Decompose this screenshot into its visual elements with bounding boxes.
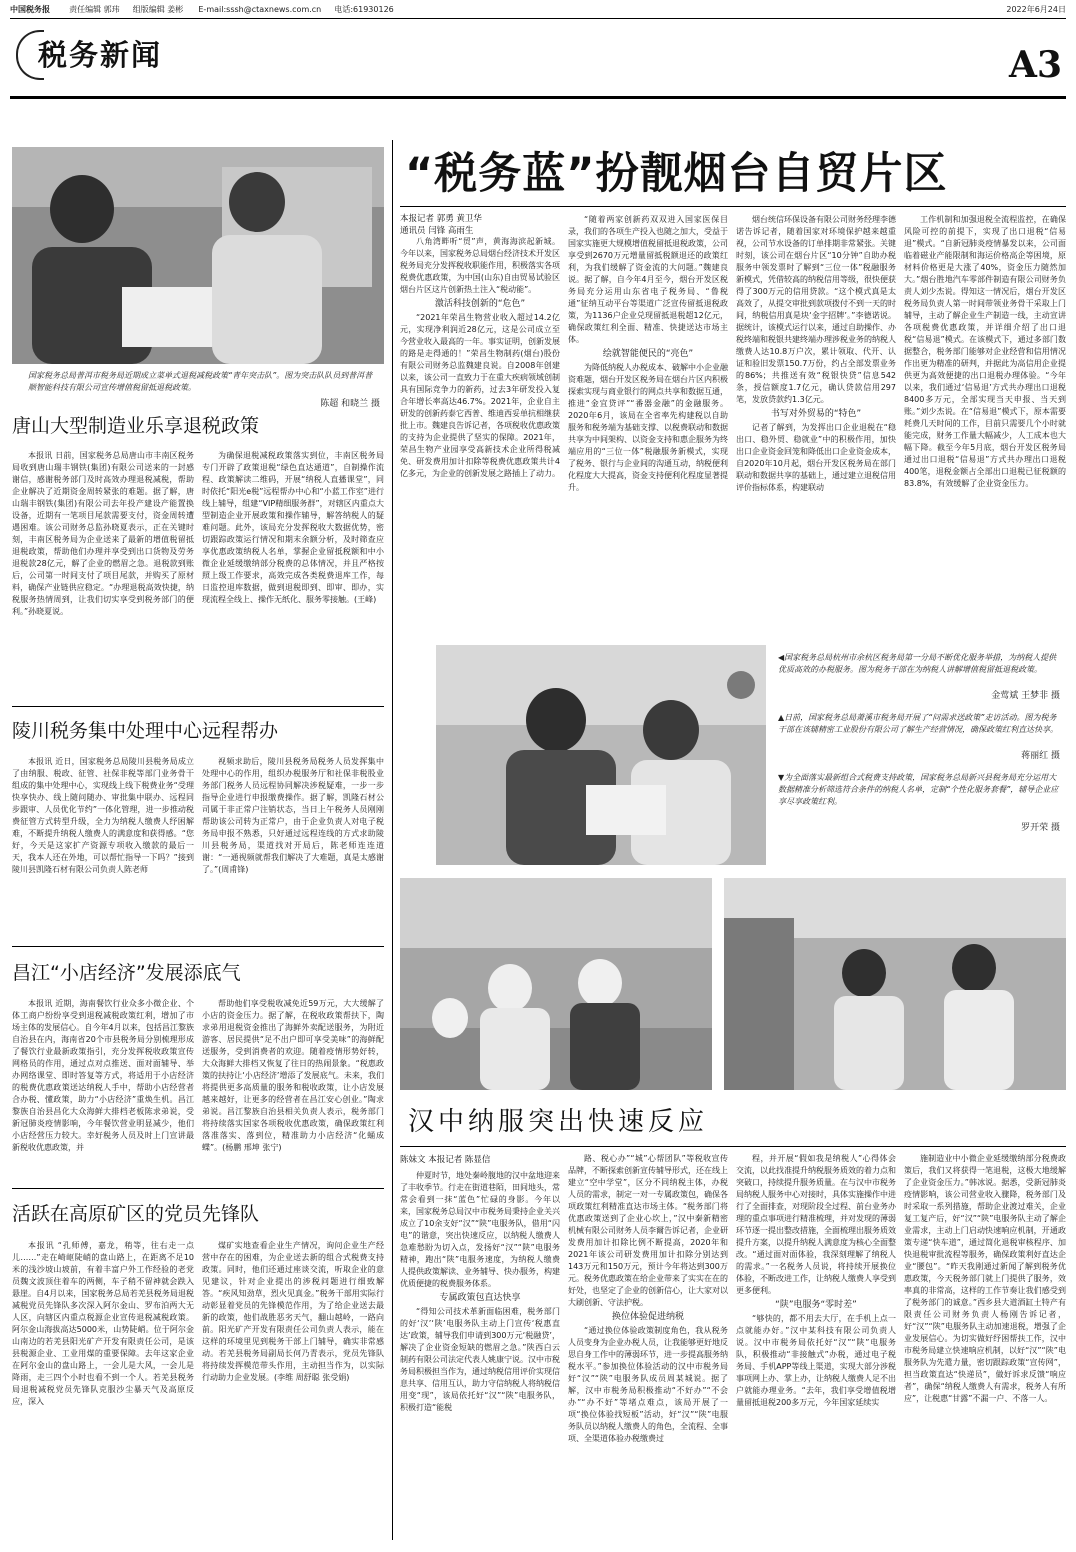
subheading: “陕”电服务“零时差” xyxy=(775,1300,857,1310)
divider xyxy=(12,1188,384,1189)
article-body xyxy=(202,1240,384,1540)
photo-caption-3: ▼为全面落实最新组合式税费支持政策，国家税务总局新兴县税务局充分运用大数据精准分析筛选符合条件的纳税人名单，定制“个性化服务套餐”，辅导企业应享尽享政策红利。 xyxy=(778,773,1059,806)
paragraph: “得知公司技术革新面临困难，税务部门的好‘汉’‘陕’电服务队主动上门宣传‘税惠直达’政策，辅导我们申请到300万元‘税融贷’，解决了企业资金短缺的燃眉之急。”陕西白云制药有限公司法定代表人姚康宁说。汉中市税务局积极担当作为，通过纳税信用评价实现信息共享、信用互认，助力守信纳税人将纳税信用变“现”，该局依托好“汉”“陕”电服务队，积极打造“能税 xyxy=(400,1307,560,1412)
article-body xyxy=(202,756,384,934)
photo-credit-3: 罗开荣 摄 xyxy=(1021,823,1060,833)
article-body xyxy=(12,998,194,1176)
editor: 责任编辑 郭玮 xyxy=(69,5,120,14)
paragraph: 仲夏时节，地处秦岭腹地的汉中盆地迎来了丰收季节。行走在街道巷陌，田间地头，常常会看到一抹“蓝色”忙碌的身影。今年以来，国家税务总局汉中市税务局秉持企业关兴成立了10余支好“汉”“陕”电服务队，借用“闪电”的谐意，突出快速反应，以纳税人缴费人急难愁盼为切入点，发扬好“汉”“陕”电服务精神，跑出“陕”电服务速度，为纳税人缴费人提供政策解读、业务辅导、快办服务，构建优质便捷的税费服务体系。 xyxy=(400,1171,560,1288)
divider xyxy=(12,946,384,947)
top-photo xyxy=(12,147,384,364)
top-photo-credit: 陈超 和晓兰 摄 xyxy=(320,399,380,409)
article-body xyxy=(400,236,560,638)
paragraph: 本报讯 “孔师傅，嘉龙，稍等，往右走一点儿……”走在崎岖陡峭的盘山路上，在距离不足10米的浅沙坡山坡前，有着丰富户外工作经验的老党员魏文波顶住着车的两侧，车子稍不留神就会跌入悬崖。自4月以来，国家税务总局若羌县税务局退税减税党员先锋队多次深入阿尔金山、罗布泊两大无人区，向辖区内重点税源企业宣传退税减税政策。阿尔金山海拔高达5000米，山势陡峭。位于阿尔金山南边的若羌县阳光矿产开发有限责任公司，是该县税源企业、工业用煤的重要保障。去年这家企业在阿尔金山的盘山路上，一会儿是大风，一会儿是降雨，走三四个小时也看不到一个人。若羌县税务局退税减税党员先锋队克服沙尘暴天气及高原反应，深入 xyxy=(12,1241,194,1406)
article-body xyxy=(12,1240,194,1540)
phone: 电话:61930126 xyxy=(334,5,394,14)
section-title: 税务新闻 xyxy=(38,38,163,72)
photo-shop xyxy=(724,878,1066,1090)
paragraph: “2021年荣昌生物营业收入超过14.2亿元，实现净利润近28亿元，这是公司成立至今营业收入最高的一年。事实证明，创新发展的路是走得通的！”荣昌生物制药(烟台)股份有限公司财务总监魏建良说。自2008年创建以来，该公司一直致力于在重大疾病领域创制具有国际竞争力的新药，过去3年研发投入复合年增长率高达46.7%。2021年，企业自主研发的创新药泰它西普、维迪西妥单抗相继获批上市。魏建良告诉记者，各项税收优惠政策的支持为企业提供了坚实的保障。2021年，荣昌生物产业园享受高新技术企业所得税减免、研发费用加计扣除等税费优惠政策共计4亿多元，为企业的创新发展之路插上了动力。 xyxy=(400,313,560,478)
paragraph: 工作机制和加强退税全流程监控，在确保风险可控的前提下，实现了出口退税“信易退”模式。“自新冠肺炎疫情暴发以来，公司面临着磁业产能限制和海运价格高企等困境，原材料价格更是大涨了40%，资金压力随然加大。”烟台胜地汽车零部件制造有限公司财务负责人刘少杰说。得知这一情况后，烟台开发区税务局负责人第一时间带领业务骨干采取上门辅导，主动了解企业生产制造一线，主动宣讲各项税费优惠政策，并详细介绍了出口退税“信易退”模式。在该模式下，通过多部门数据整合，税务部门能够对企业经营和信用情况作出更为精准的研判，并据此为高信用企业提供更为高效便捷的出口退税办理体验。“今年以来，我们通过‘信易退’方式共办理出口退税8400多万元，全部实现当天申报、当天到账。”刘少杰说。在“信易退”模式下，原本需要耗费几天时间的工作，目前只需要几个小时就能完成，财务工作量大幅减少，人工成本也大幅下降。截至今年5月底，烟台开发区税务局通过出口退税“信易退”方式共办理出口退税400笔，退税金额占全部出口退税已征税额的83.8%，有效缓解了企业资金压力。 xyxy=(904,215,1066,488)
paragraph: 本报讯 日前，国家税务总局唐山市丰南区税务局收到唐山瑞丰钢铁(集团)有限公司送来的一封感谢信，感谢税务部门及时高效办理退税减税，帮助企业解决了近期资金周转紧张的难题。据了解，唐山瑞丰钢铁(集团)有限公司去年投产建设产能置换设备，近期有一笔项目尾款需要支付，资金周转遭遇困难。该公司财务总监孙晓夏表示，正在关键时刻，丰南区税务局为企业送来了最新的增值税留抵退税政策，帮助他们办理并享受到出口货物及劳务退税款28亿元，解了企业的燃眉之急。退税款到账后，公司第一时间支付了项目尾款，并购买了原材料，确保产业链供应稳定。“办理退税高效快捷，纳税服务热情周到，让我们切实享受到税务部门的便利。”孙晓夏说。 xyxy=(12,451,194,616)
photo-caption-1: ◀国家税务总局杭州市余杭区税务局第一分局不断优化服务举措，为纳税人提供优质高效的办税服务。图为税务干部在为纳税人讲解增值税留抵退税政策。 xyxy=(778,653,1057,674)
photo-factory xyxy=(400,878,712,1090)
photo-credit-1: 金莺斌 王梦非 摄 xyxy=(991,691,1060,701)
header-rule xyxy=(10,96,1066,99)
paragraph: “够快的，都不用去大厅，在手机上点一点就能办好。”汉中某科技有限公司负责人说。汉中市税务局依托好“汉”“陕”电服务队，积极推动“非接触式”办税，通过电子税务局、手机APP等线上渠道，实现大部分涉税事项网上办、掌上办，让纳税人缴费人足不出户就能办理业务。“去年，我们享受增值税增量留抵退税200多万元，今年国家延续实 xyxy=(736,1314,896,1407)
divider xyxy=(400,1146,1066,1147)
paragraph: 施制造业中小微企业延缓缴纳部分税费政策后，我们又将获得一笔退税，这极大地缓解了企业资金压力。”韩冰说。据悉，受新冠肺炎疫情影响，该公司营业收入骤降，税务部门及时采取一系列措施，帮助企业渡过难关，企业复工复产后，好“汉”“陕”电服务队主动了解企业需求，主动上门启动快速响应机制，开通政策专递“快车道”，通过简化退税审核程序、加快退税审批流程等服务，确保政策利好直达企业“腰包”。“昨天我刚通过新闻了解到税务优惠政策，今天税务部门就上门提供了服务，效率真的非常高，这样的工作节奏让我们感受到了税务部门的诚意。”西乡县大道酒缸土特产有限责任公司财务负责人杨刚告诉记者，好“汉”“陕”电服务队主动加速退税，增强了企业发展信心。为切实做好纾困帮扶工作，汉中市税务局建立快速响应机制，以好“汉”“陕”电服务队为先遣力量，密切跟踪政策“宣传网”，担当政策直达“快递员”，做好诉求反馈“响应者”，确保“纳税人缴费人有需求，税务人有所应”，让税惠“甘露”不漏一户、不落一人。 xyxy=(904,1154,1066,1403)
article-body xyxy=(904,1153,1066,1542)
article-body xyxy=(568,214,728,638)
paragraph: 本报讯 近期，海南餐饮行业众多小微企业、个体工商户纷纷享受到退税减税政策红利，增加了市场主体的发展信心。自今年4月以来，包括昌江黎族自治县在内，海南省20个市县税务局分别梳理形成了餐饮行业最新政策指引，充分发挥税收政策宣传网格员的作用，通过点对点推送、面对面辅导、举办网络课堂、即时答复等方式，将适用于小店经济的税费优惠政策送达纳税人手中，帮助小店经营者合办税、懂政策，助力“小店经济”重焕生机。昌江黎族自治县昌化大众海鲜大排档老板陈求弟说，受新冠肺炎疫情影响，今年餐饮营业明显减少，他们小店经营压力较大。幸好税务人员及时上门宣讲最新税收优惠政策，并 xyxy=(12,999,194,1152)
paragraph: 视频求助后，陵川县税务局税务人员发挥集中处理中心的作用，组织办税服务厅和社保非税股业务部门税务人员远程协同解决涉税疑难，一步一步指导企业进行申报缴费操作。据了解，凯隆石材公司属于非正常户注销状态，当日上午税务人员刚刚帮助该公司转为正常户，由于企业负责人对电子税务局申报不熟悉，只好通过远程连线的方式求助陵川县税务局，渠道找对开局后，陈老师连连道谢：“一通视频就帮我们解决了大难题，真是太感谢了。”(周甫锋) xyxy=(202,757,384,874)
paragraph: 记者了解到，为发挥出口企业退税在“稳出口、稳外贸、稳就业”中的积极作用，加快出口企业资金回笼和降低出口企业资金成本，自2020年10月起，烟台开发区税务局在部门联动和数据共享的基础上，通过建立退税信用评价指标体系，构建联动 xyxy=(736,423,896,492)
byline-hanzhong: 陈妹文 本报记者 陈显信 xyxy=(400,1155,491,1165)
paragraph: 为降低纳税人办税成本、破解中小企业融资难题，烟台开发区税务局在烟台片区内积极探索实现与商业银行的网点共享和数据互通，推进“金宜贷评”“番器金融”的金融服务。2020年6月，该局在全省率先构建税以自助服务和税务端为基础支撑、以税费联动和数据共享为中间架构、以资金支持和惠企服务为终端应用的“三位一体”税融服务新模式，实现了税务、银行与企业间的沟通互动，纳税便利化程度大大提高，资金支持便利化程度显著提升。 xyxy=(568,363,728,492)
divider xyxy=(12,706,384,707)
article-body xyxy=(568,1153,728,1542)
layout-editor: 组版编辑 姜彬 xyxy=(132,5,184,14)
paragraph: 程，并开展“假如我是纳税人”心得体会交流，以此找准提升纳税服务质效的着力点和突破口，持续提升服务质量。在与汉中市税务局纳税人服务中心对接时，具体实施操作中进行了全面排查，对现阶段全过程、前台业务办理的重点事项进行精准梳理，并对发现的薄弱环节逐一提出整改措施，全面梳理出服务质效提升方案，以提升纳税人满意度为核心全面整改。“通过面对面体验，我深刻理解了纳税人的需求。”一名税务人员说，将持续开展换位体验，不断改进工作，让纳税人缴费人享受到更多便利。 xyxy=(736,1154,896,1295)
paragraph: 为确保退税减税政策落实到位，丰南区税务局专门开辟了政策退税“绿色直达通道”，自制操作流程、政策解读二维码，开展“纳税人直播课堂”，同时依托“阳光e税”远程帮办中心和“小蓝工作室”进行线上辅导，组建“VIP精细服务群”，对辖区内重点大型制造企业开展政策和操作辅导，解答纳税人的疑难问题。此外，该局充分发挥税收大数据优势，密切跟踪政策运行情况和期末余额分析，及时筛查应享优惠政策纳税人名单，掌握企业留抵税额和中小微企业延缓缴纳部分税费的总体情况，并且严格按照上级工作要求，高效完成各类税费退库工作，每日监控退库数据，做到退税即到、即审、即办，实现流程全线上、操作无纸化、服务零接触。(王峰) xyxy=(202,451,384,604)
article-body xyxy=(12,756,194,934)
article-body xyxy=(904,214,1066,638)
issue-date: 2022年6月24日 xyxy=(1006,5,1066,14)
paper-name: 中国税务报 xyxy=(10,5,50,14)
article-body xyxy=(736,214,896,638)
headline-tangshan: 唐山大型制造业乐享退税政策 xyxy=(12,415,260,437)
email: E-mail:sssh@ctaxnews.com.cn xyxy=(198,5,322,14)
column-divider xyxy=(392,140,393,1540)
subheading: 激活科技创新的“危色” xyxy=(434,299,526,309)
article-body xyxy=(736,1153,896,1542)
subheading: 书写对外贸易的“特色” xyxy=(770,409,862,419)
subheading: 绘就智能便民的“亮色” xyxy=(602,349,694,359)
paragraph: 煤矿实地查看企业生产情况，询问企业生产经营中存在的困难，为企业送去新的组合式税费支持政策。同时，他们还通过座谈交流，听取企业的意见建议，针对企业提出的涉税问题进行细致解答。“疾风知劲草，烈火见真金。”税务干部用实际行动彰显着党员的先锋模范作用，为了给企业送去最新的政策，他们战胜恶劣天气，翻山越岭，一路向前。阳光矿产开发有限责任公司负责人表示，能在这样的环境里见到税务干部上门辅导，确实非常感动。若羌县税务局副局长何乃青表示，党员先锋队将持续发挥模范带头作用，主动担当作为，以实际行动助力企业发展。(李维 周舒聪 张受娟) xyxy=(202,1241,384,1382)
photo-consult xyxy=(436,645,766,865)
top-rule xyxy=(10,18,1066,19)
paragraph: 八角湾畔听“贸”声，黄海海滨起新城。今年以来，国家税务总局烟台经济技术开发区税务局充分发挥税收职能作用，积极落实各项税费优惠政策，为中国(山东)自由贸易试验区烟台片区这片创新热土注入“税动能”。 xyxy=(400,237,560,294)
article-body xyxy=(202,450,384,696)
article-body xyxy=(12,450,194,696)
headline-lingchuan: 陵川税务集中处理中心远程帮办 xyxy=(12,720,279,742)
paragraph: “通过换位体验政策制度角色，我从税务人员变身为企业办税人员，让我能够更好地反思自身工作中的薄弱环节，进一步提高服务纳税水平。”参加换位体验活动的汉中市税务局好“汉”“陕”电服务队成员周某城说。据了解，汉中市税务局积极推动“不好办”“不会办”“办不好”等堵点难点，该局开展了一项“换位体验找短板”活动，好“汉”“陕”电服务队员以纳税人缴费人的角色，全流程、全事项、全渠道体验办税缴费过 xyxy=(568,1326,728,1443)
paragraph: “随着两家创新药双双进入国家医保目录，我们的各项生产投入也随之加大，受益于国家实施更大规模增值税留抵退税政策，公司享受到2670万元增量留抵税额退还的政策红利，为我们缓解了资金流的大问题。”魏建良说。据了解，自今年4月至今，烟台开发区税务局充分运用山东省电子税务局、“鲁税通”征纳互动平台等渠道广泛宣传留抵退税政策，为1136户企业兑现留抵退税超12亿元，确保政策红利全面、精准、快捷送达市场主体。 xyxy=(568,215,728,344)
paragraph: 路、税心办”“城”心帮团队”等税收宣传品牌，不断探索创新宣传辅导形式，还在线上建立“空中学堂”，区分不同纳税主体，办税人员的需求，制定一对一专属政策包，确保各项政策红利精准直达市场主体。“税务部门将优惠政策送到了企业心坎上，”汉中秦新精密机械有限公司财务人员李爾告诉记者，企业研发费用加计扣除比例不断提高，2020年和2021年该公司研发费用加计扣除分别达到143万元和150万元，预计今年将达到300万元。税务优惠政策在给企业带来了实实在在的好处，也坚定了企业的创新信心，让大家对以大刷创新、守法护税。 xyxy=(568,1154,728,1307)
headline-plateau: 活跃在高原矿区的党员先锋队 xyxy=(12,1203,260,1225)
byline-yantai: 本报记者 郭勇 黄卫华 通讯员 闫锋 高雨生 xyxy=(400,214,482,236)
article-body xyxy=(400,1170,560,1542)
article-body xyxy=(202,998,384,1176)
top-photo-caption: 国家税务总局普洱市税务局近期成立菜单式退税减税政策“青年突击队”。图为突击队队员到普洱普顺智能科技有限公司宣传增值税留抵退税政策。 xyxy=(28,371,373,392)
headline-yantai: “税务蓝”扮靓烟台自贸片区 xyxy=(405,149,948,199)
paragraph: 帮助他们享受税收减免近59万元，大大缓解了小店的资金压力。据了解，在税收政策帮扶下，陶求弟用退税资金推出了海鲜外卖配送服务，为附近游客、居民提供“足不出户即可享受美味”的海鲜配送服务，受到消费者的欢迎。随着疫情形势好转，大众海鲜大排档又恢复了往日的热闹景象。“税惠政策的扶持让‘小店经济’增添了发展底气。未来，我们将提供更多高质量的服务和税收政策，让小店发展越来越好，让更多的经营者在昌江安心创业。”陶求弟说。昌江黎族自治县相关负责人表示，税务部门将持续落实国家各项税收优惠政策，确保政策红利落准落实、落到位，精准助力小店经济“化蛹成蝶”。(杨鹏 邢坤 张宁) xyxy=(202,999,384,1152)
photo-caption-2: ▲日前，国家税务总局萧溪市税务局开展了“问需求送政策”走访活动。图为税务干部在该辅精密工业股份有限公司了解生产经营情况，确保政策红利直达快享。 xyxy=(778,713,1058,734)
masthead-line xyxy=(10,4,1066,15)
page-number: A3 xyxy=(1009,44,1062,86)
divider xyxy=(400,206,1066,207)
headline-hanzhong: 汉中纳服突出快速反应 xyxy=(408,1107,709,1137)
subheading: 专属政策包直达快享 xyxy=(439,1293,521,1303)
paragraph: 烟台统信环保设备有限公司财务经理李德诺告诉记者，随着国家对环境保护越来越重视，公司节水设备的订单排期非常紧张。关键时刻，该公司在烟台片区“10分钟”自助办税服务中领发票时了解到“三位一体”税融服务新模式，凭借较高的纳税信用等级，很快便获得了300万元的信用贷款。“这个模式真是太高效了，从提交审批到款项拨付不到一天的时间，纳税信用真是块‘金字招牌’。”李德诺说。据统计，该模式运行以来，通过自助操作、办税终端和税银共建终端办理涉税业务的纳税人缴费人达10.8万户次，累计领取、代开、认证和验旧发票150.7万份，约占全部发票业务的86%；共推送有效“税银快贷”信息542条，授信额度1.7亿元，确认贷款信用297笔，发放贷款约1.3亿元。 xyxy=(736,215,896,404)
photo-credit-2: 蒋丽红 摄 xyxy=(1021,751,1060,761)
headline-changjiang: 昌江“小店经济”发展添底气 xyxy=(12,962,241,984)
subheading: 换位体验促进纳税 xyxy=(611,1312,684,1322)
paragraph: 本报讯 近日，国家税务总局陵川县税务局成立了由纳服、税政、征管、社保非税等部门业务骨干组成的集中处理中心，实现线上线下税费业务“受理快享快办、线上随问随办、审批集中联办、远程同步跟审、人员优化节约”一体化管理，进一步推动税费征管方式转型升级，全力为纳税人缴费人纾困解难，不断提升纳税人缴费人的满意度和获得感。“您好，今天是这家扩产资源专项收入缴款的最后一天，我本人还在外地，可以帮忙指导一下吗？”接到陵川县凯隆石材有限公司负责人陈老师 xyxy=(12,757,194,874)
